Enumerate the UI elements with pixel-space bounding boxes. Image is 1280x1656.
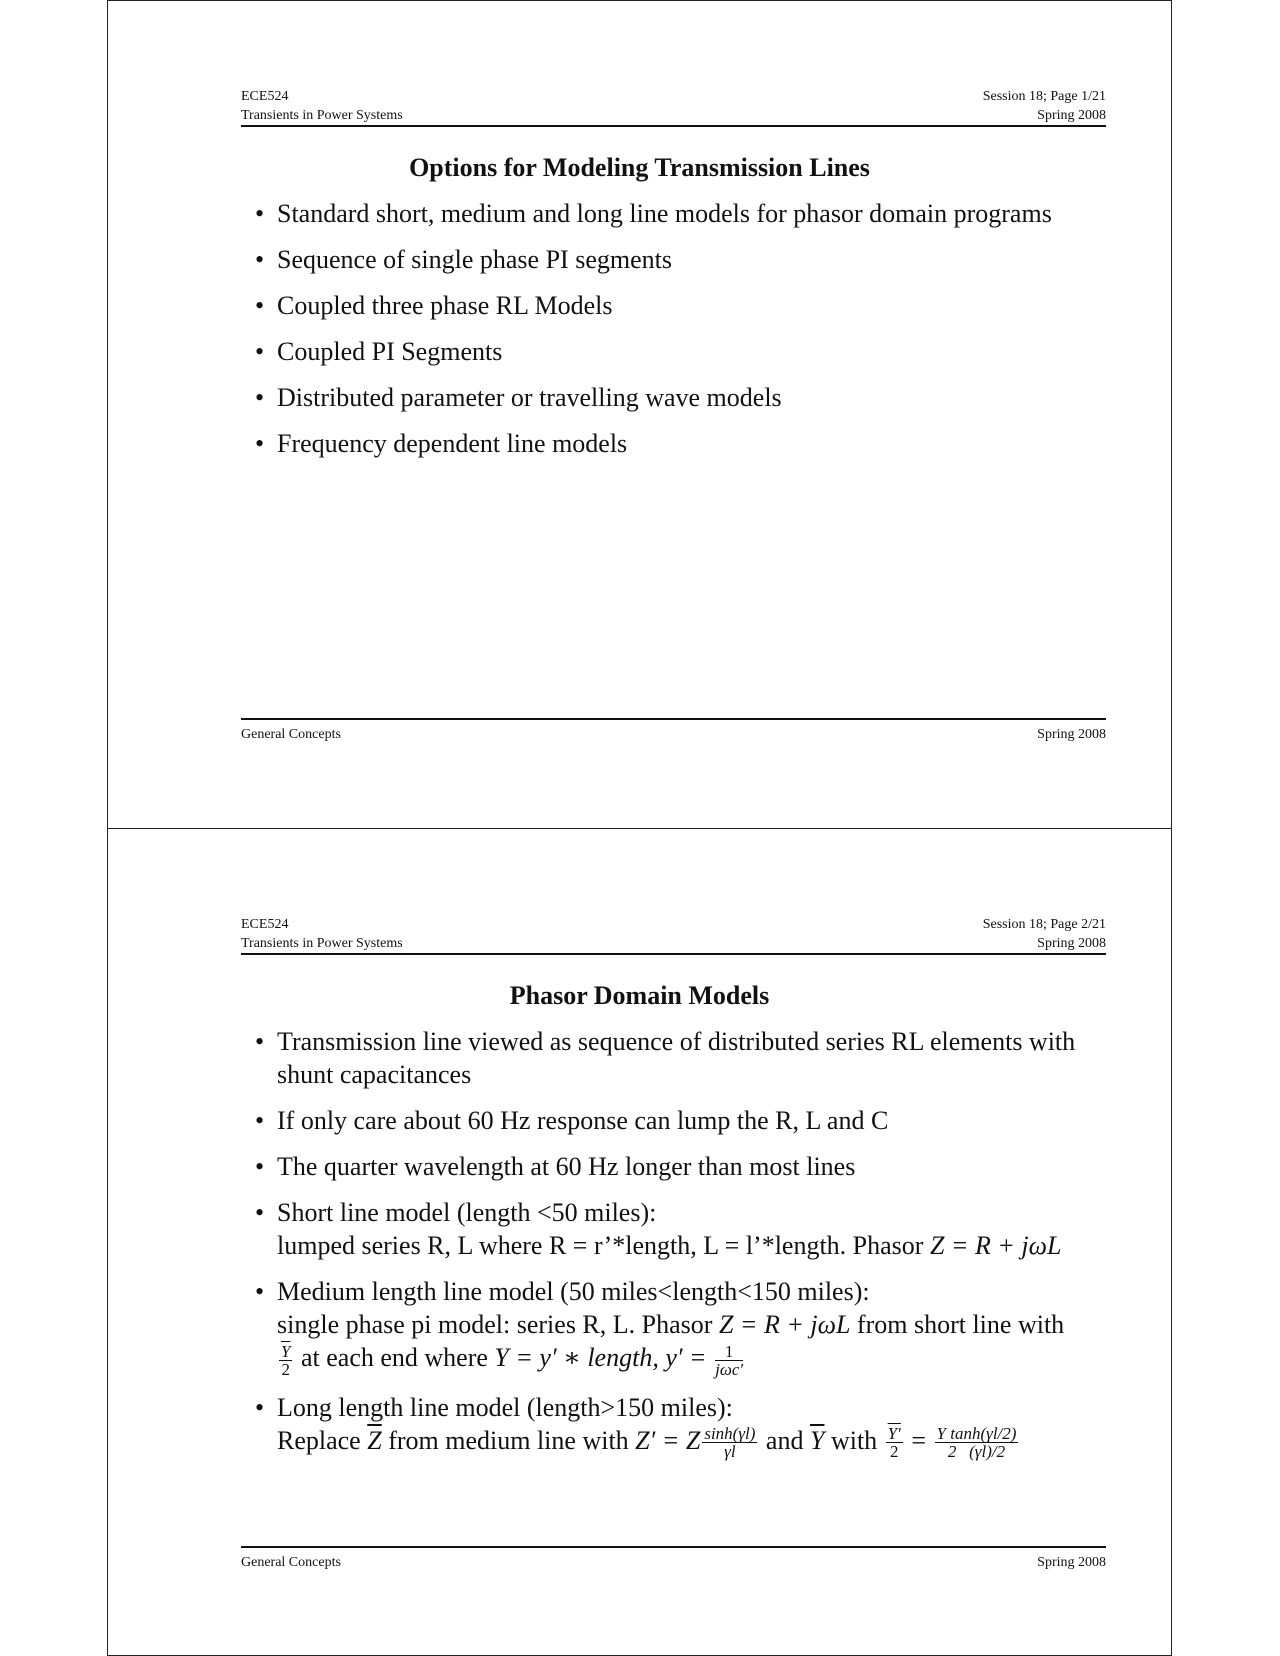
fraction: $\frac{1}{\text{jωc′}}$: [715, 1341, 744, 1379]
slide-footer: [241, 718, 1106, 744]
term: Spring 2008: [1037, 108, 1106, 123]
course-code: ECE524: [241, 89, 289, 104]
bullet-item: • Coupled PI Segments: [255, 337, 503, 366]
fraction: $\frac{\text{Y tanh(γl/2)}}{2 (\gamma l)/2}$: [936, 1424, 1017, 1462]
footer-term: Spring 2008: [1037, 1555, 1106, 1570]
slide-header: [241, 915, 1106, 955]
course-code: ECE524: [241, 917, 289, 932]
bullet-item: • Sequence of single phase PI segments: [255, 245, 672, 274]
course-title: Transients in Power Systems: [241, 108, 403, 123]
bullet-icon: •: [255, 1392, 265, 1422]
bullet-item: • Distributed parameter or travelling wave models: [255, 383, 782, 412]
course-title: Transients in Power Systems: [241, 936, 403, 951]
equation: Z′ = Z: [635, 1425, 701, 1455]
bullet-item: • Coupled three phase RL Models: [255, 291, 613, 320]
slide-title: Options for Modeling Transmission Lines: [409, 153, 870, 182]
bullet-item: • The quarter wavelength at 60 Hz longer than most lines: [255, 1152, 856, 1181]
bullet-icon: •: [255, 1277, 265, 1306]
bullet-item: • Frequency dependent line models: [255, 429, 628, 458]
bullet-item: • Long length line model (length>150 miles): Replace $\overline{Z}$ from medium line with Z′ = Z $\frac{\sinh(\gamma l)}{\gamma l}$ and $\overline{Y}$ with $\frac{Y'}{2}$ = $\frac{\text{Y tanh(γl/2)}}{2 (\gamma l)/2}$: [255, 1392, 1017, 1462]
slide-header: [241, 87, 1106, 127]
bullet-item: • If only care about 60 Hz response can lump the R, L and C: [255, 1106, 889, 1135]
equation: Z = R + jωL: [929, 1231, 1062, 1260]
bullet-icon: •: [255, 337, 265, 366]
slide-1: [107, 0, 1172, 829]
bullet-list: [255, 197, 1125, 473]
footer-section: General Concepts: [241, 1555, 341, 1570]
fraction: $\frac{\sinh(\gamma l)}{\gamma l}$: [704, 1424, 756, 1462]
page-number: Session 18; Page 1/21: [982, 89, 1106, 104]
fraction: $\frac{Y'}{2}$: [887, 1424, 901, 1462]
term: Spring 2008: [1037, 936, 1106, 951]
footer-section: General Concepts: [241, 727, 341, 742]
bullet-icon: •: [255, 1152, 265, 1181]
slide-2: [107, 828, 1172, 1656]
bullet-list: [255, 1025, 1125, 1473]
bullet-icon: •: [255, 383, 265, 412]
equation: Y = y′ ∗ length, y′ =: [494, 1343, 707, 1372]
bullet-item: • Short line model (length <50 miles): lumped series R, L where R = r’*length, L = l’*length. Phasor Z = R + jωL: [255, 1198, 1062, 1260]
bullet-item: • Transmission line viewed as sequence of distributed series RL elements with shunt capacitances: [255, 1027, 1076, 1089]
bullet-icon: •: [255, 1106, 265, 1135]
slide-footer: [241, 1546, 1106, 1572]
bullet-icon: •: [255, 429, 265, 458]
page-number: Session 18; Page 2/21: [982, 917, 1106, 932]
bullet-icon: •: [255, 199, 265, 228]
bullet-icon: •: [255, 1198, 265, 1227]
equation: Z = R + jωL: [718, 1310, 851, 1339]
bullet-item: • Medium length line model (50 miles<length<150 miles): single phase pi model: series R, L. Phasor Z = R + jωL from short line with $\frac{\overline{Y}}{2}$ at each end where Y = y′ ∗ length, y′ = $\frac{1}{\text{jωc′}}$: [255, 1277, 1065, 1379]
bullet-icon: •: [255, 1027, 265, 1056]
slide-title: Phasor Domain Models: [509, 981, 770, 1010]
fraction: $\frac{\overline{Y}}{2}$: [281, 1341, 291, 1379]
bullet-icon: •: [255, 245, 265, 274]
bullet-item: • Standard short, medium and long line models for phasor domain programs: [255, 199, 1052, 228]
footer-term: Spring 2008: [1037, 727, 1106, 742]
bullet-icon: •: [255, 291, 265, 320]
